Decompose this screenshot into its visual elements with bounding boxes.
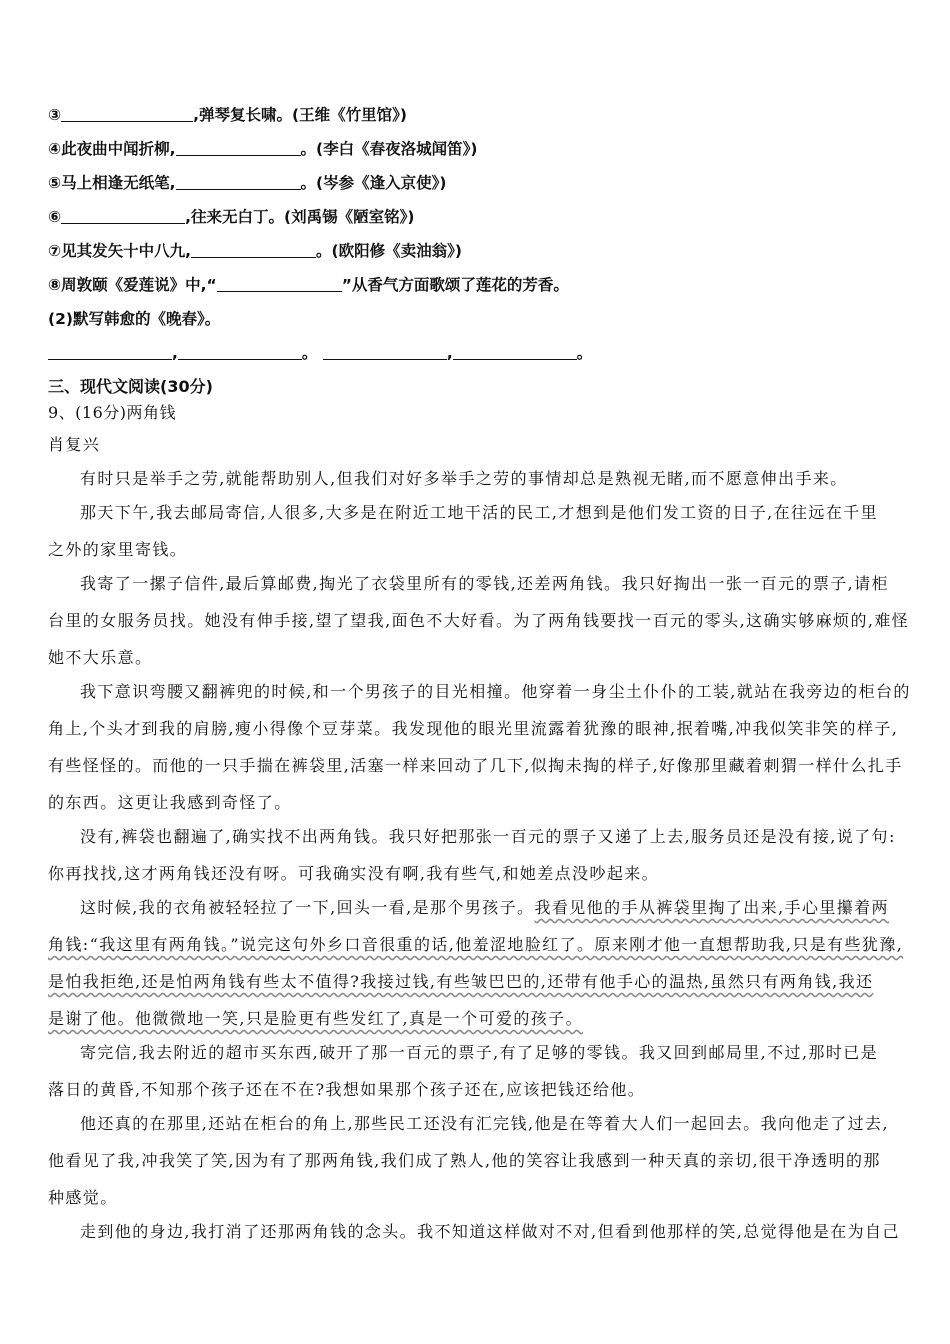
paragraph-line: 我寄了一摞子信件,最后算邮费,掏光了衣袋里所有的零钱,还差两角钱。我只好掏出一张一百元的票子,请柜 (80, 574, 889, 593)
item-marker: ⑦ (48, 242, 62, 260)
poem-item-6 (48, 205, 414, 227)
paragraph-line: 有些怪怪的。而他的一只手揣在裤袋里,活塞一样来回动了几下,似掏未掏的样子,好像那里藏着刺猬一样什么扎手 (48, 756, 903, 775)
underlined-line: 是谢了他。他微微地一笑,只是脸更有些发红了,真是一个可爱的孩子。 (48, 1009, 583, 1028)
paragraph-line (80, 895, 889, 918)
item-marker: ③ (48, 106, 62, 124)
item-text: ,弹琴复长啸。(王维《竹里馆》) (193, 106, 407, 124)
paragraph-line: 那天下午,我去邮局寄信,人很多,大多是在附近工地干活的民工,才想到是他们发工资的日子,在往远在千里 (80, 503, 879, 522)
item-text: ”从香气方面歌颂了莲花的芳香。 (341, 276, 569, 294)
separator: 。 (301, 344, 318, 362)
item-text: 见其发矢十中八九, (61, 242, 192, 260)
answer-blank[interactable] (48, 345, 172, 360)
paragraph-line: 他看见了我,冲我笑了笑,因为有了那两角钱,我们成了熟人,他的笑容让我感到一种天真的亲切,很干净透明的那 (48, 1151, 881, 1170)
paragraph-line: 角上,个头才到我的肩膀,瘦小得像个豆芽菜。我发现他的眼光里流露着犹豫的眼神,抿着嘴,冲我似笑非笑的样子, (48, 719, 899, 738)
paragraph-line: 我下意识弯腰又翻裤兜的时候,和一个男孩子的目光相撞。他穿着一身尘土仆仆的工装,就站在我旁边的柜台的 (80, 682, 911, 701)
answer-blank[interactable] (178, 345, 302, 360)
paragraph-line: 他还真的在那里,还站在柜台的角上,那些民工还没有汇完钱,他是在等着大人们一起回去。我向他走了过去, (80, 1114, 889, 1133)
poem-item-3 (48, 103, 407, 125)
item-text: ,往来无白丁。(刘禹锡《陋室铭》) (185, 208, 415, 226)
answer-blank[interactable] (217, 277, 342, 292)
author: 肖复兴 (48, 435, 101, 454)
paragraph-line: 你再找找,这才两角钱还没有呀。可我确实没有啊,我有些气,和她差点没吵起来。 (48, 864, 660, 883)
item-text: 周敦颐《爱莲说》中,“ (61, 276, 217, 294)
answer-blank[interactable] (176, 141, 301, 156)
separator: 。 (576, 344, 593, 362)
paragraph-line: 台里的女服务员找。她没有伸手接,望了望我,面色不大好看。为了两角钱要找一百元的零头,这确实够麻烦的,难怪 (48, 611, 910, 630)
item-marker: ⑧ (48, 276, 62, 294)
paragraph-line: 落日的黄昏,不知那个孩子还在不在?我想如果那个孩子还在,应该把钱还给他。 (48, 1080, 646, 1099)
answer-blank[interactable] (61, 209, 185, 224)
paragraph-line: 的东西。这更让我感到奇怪了。 (48, 793, 292, 812)
plain-text: 这时候,我的衣角被轻轻拉了一下,回头一看,是那个男孩子。 (80, 898, 535, 917)
paragraph-line: 没有,裤袋也翻遍了,确实找不出两角钱。我只好把那张一百元的票子又递了上去,服务员还是没有接,说了句: (80, 827, 896, 846)
answer-blank[interactable] (191, 243, 316, 258)
paragraph-line: 走到他的身边,我打消了还那两角钱的念头。我不知道这样做对不对,但看到他那样的笑,总觉得他是在为自己 (80, 1222, 900, 1241)
poem-part2-prompt: (2)默写韩愈的《晚春》。 (48, 310, 221, 328)
paragraph-line: 种感觉。 (48, 1188, 118, 1207)
separator: , (172, 344, 178, 362)
answer-blank[interactable] (61, 107, 193, 122)
paragraph-line: 她不大乐意。 (48, 648, 153, 667)
poem-item-4 (48, 137, 477, 159)
underlined-line: 是怕我拒绝,还是怕两角钱有些太不值得?我接过钱,有些皱巴巴的,还带有他手心的温热,虽然只有两角钱,我还 (48, 972, 874, 991)
paragraph-line: 寄完信,我去附近的超市买东西,破开了那一百元的票子,有了足够的零钱。我又回到邮局里,不过,那时已是 (80, 1043, 879, 1062)
item-text: 。(欧阳修《卖油翁》) (316, 242, 462, 260)
item-text: 。(李白《春夜洛城闻笛》) (300, 140, 478, 158)
separator: , (446, 344, 453, 362)
section-title: 三、现代文阅读(30分) (48, 377, 213, 396)
paragraph-line: 之外的家里寄钱。 (48, 540, 188, 559)
poem-part2-blanks (48, 341, 592, 363)
underlined-line: 角钱:“我这里有两角钱。”说完这句外乡口音很重的话,他羞涩地脸红了。原来刚才他一直想帮助我,只是有些犹豫, (48, 935, 904, 954)
question-heading: 9、(16分)两角钱 (48, 403, 177, 422)
answer-blank[interactable] (453, 345, 577, 360)
poem-item-8 (48, 273, 569, 295)
paragraph-line: 有时只是举手之劳,就能帮助别人,但我们对好多举手之劳的事情却总是熟视无睹,而不愿意伸出手来。 (80, 469, 848, 488)
answer-blank[interactable] (176, 175, 301, 190)
poem-item-5 (48, 171, 446, 193)
item-text: 此夜曲中闻折柳, (61, 140, 176, 158)
answer-blank[interactable] (323, 345, 447, 360)
item-marker: ⑥ (48, 208, 62, 226)
item-text: 马上相逢无纸笔, (61, 174, 176, 192)
item-text: 。(岑参《逢入京使》) (300, 174, 447, 192)
poem-item-7 (48, 239, 462, 261)
underlined-text: 我看见他的手从裤袋里掏了出来,手心里攥着两 (534, 898, 889, 917)
item-marker: ④ (48, 140, 62, 158)
item-marker: ⑤ (48, 174, 62, 192)
